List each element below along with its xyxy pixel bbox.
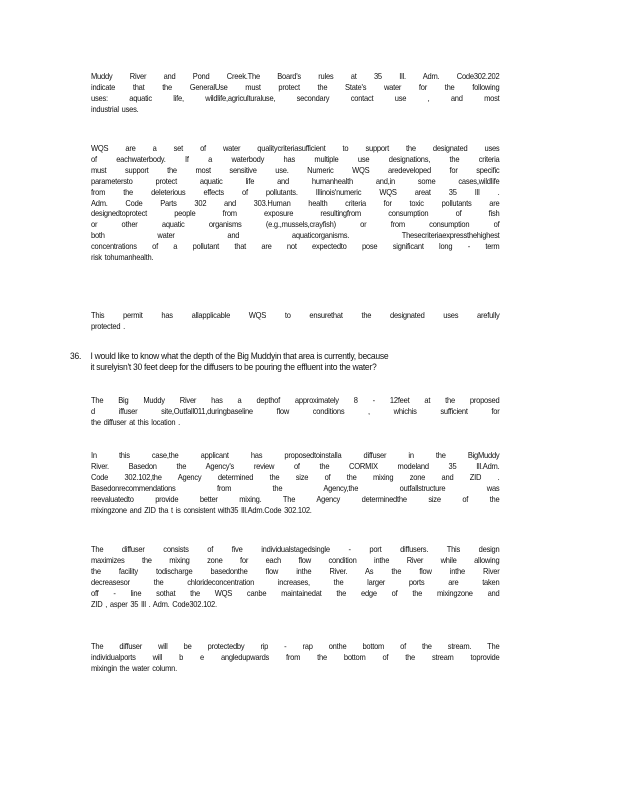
answer-paragraph-cormix — [91, 451, 499, 516]
text-line: In this case,the applicant has proposedtoinstalla diffuser in the BigMuddy — [91, 451, 500, 460]
text-line: WQS are a set of water qualitycriteriasufficient to support the designated uses — [91, 144, 500, 153]
question-number: 36. — [70, 351, 82, 361]
question-line: I would like to know what the depth of the Big Muddyin that area is currently, because — [90, 351, 389, 361]
text-line: Basedonrecommendations from the Agency,the outfallstructure was — [91, 483, 500, 493]
text-line: Code 302.102,the Agency determined the size of the mixing zone and ZID . — [91, 472, 500, 482]
answer-paragraph-depth — [91, 396, 499, 429]
question-line: it surelyisn't 30 feet deep for the diffusers to be pouring the effluent into the water? — [90, 362, 377, 373]
text-line: or other aquatic organisms (e.g.,mussels,crayfish) or from consumption of — [91, 220, 500, 230]
paragraph-muddy-river — [91, 72, 499, 116]
text-line: decreasesor the chlorideconcentration increases, the larger ports are taken — [91, 577, 500, 587]
text-line: risk tohumanhealth. — [91, 253, 154, 263]
text-line: maximizes the mixing zone for each flow condition inthe River while allowing — [91, 555, 500, 565]
text-line: ZID , asper 35 Ill . Adm. Code302.102. — [91, 599, 217, 609]
text-line: parametersto protect aquatic life and humanhealth and,in some cases,wildlife — [91, 176, 500, 186]
text-line: The diffuser consists of five individualstagedsingle - port diffusers. This design — [91, 545, 500, 554]
text-line: mixingzone and ZID tha t is consistent with35 Ill.Adm.Code 302.102. — [91, 505, 312, 515]
text-line: off - line sothat the WQS canbe maintainedat the edge of the mixingzone and — [91, 588, 500, 598]
text-line: The diffuser will be protectedby rip - rap onthe bottom of the stream. The — [91, 642, 500, 651]
text-line: must support the most sensitive use. Numeric WQS aredeveloped for specific — [91, 165, 500, 175]
text-line: individualports will b e angledupwards from the bottom of the stream toprovide — [91, 652, 500, 662]
text-line: designedtoprotect people from exposure resultingfrom consumption of fish — [91, 209, 500, 219]
text-line: the facility todischarge basedonthe flow inthe River. As the flow inthe River — [91, 566, 500, 576]
answer-paragraph-riprap — [91, 642, 499, 675]
text-line: from the deleterious effects of pollutants. Illinois'numeric WQS areat 35 Ill . — [91, 187, 500, 197]
text-line: of eachwaterbody. If a waterbody has multiple use designations, the criteria — [91, 154, 500, 164]
text-line: industrial uses. — [91, 104, 139, 114]
text-line: The Big Muddy River has a depthof approximately 8 - 12feet at the proposed — [91, 396, 500, 405]
text-line: This permit has allapplicable WQS to ensurethat the designated uses arefully — [91, 311, 500, 320]
text-line: reevaluatedto provide better mixing. The Agency determinedthe size of the — [91, 494, 500, 504]
text-line: mixingin the water column. — [91, 663, 177, 673]
text-line: the diffuser at this location . — [91, 417, 181, 427]
text-line: Muddy River and Pond Creek.The Board's rules at 35 Ill. Adm. Code302.202 — [91, 72, 500, 81]
text-line: uses: aquatic life, wildlife,agriculturaluse, secondary contact use , and most — [91, 93, 500, 103]
text-line: indicate that the GeneralUse must protect the State's water for the following — [91, 82, 500, 92]
text-line: both water and aquaticorganisms. Thesecriteriaexpressthehighest — [91, 231, 500, 241]
paragraph-wqs-definition — [91, 144, 499, 264]
paragraph-permit-wqs — [91, 311, 499, 333]
text-line: d iffuser site,Outfall011,duringbaseline flow conditions , whichis sufficient for — [91, 406, 500, 416]
text-line: River. Basedon the Agency's review of the CORMIX modeland 35 Ill.Adm. — [91, 461, 500, 471]
answer-paragraph-diffuser-design — [91, 545, 499, 610]
text-line: protected . — [91, 321, 125, 331]
text-line: Adm. Code Parts 302 and 303.Human health criteria for toxic pollutants are — [91, 198, 500, 208]
text-line: concentrations of a pollutant that are not expectedto pose significant long - term — [91, 242, 500, 252]
